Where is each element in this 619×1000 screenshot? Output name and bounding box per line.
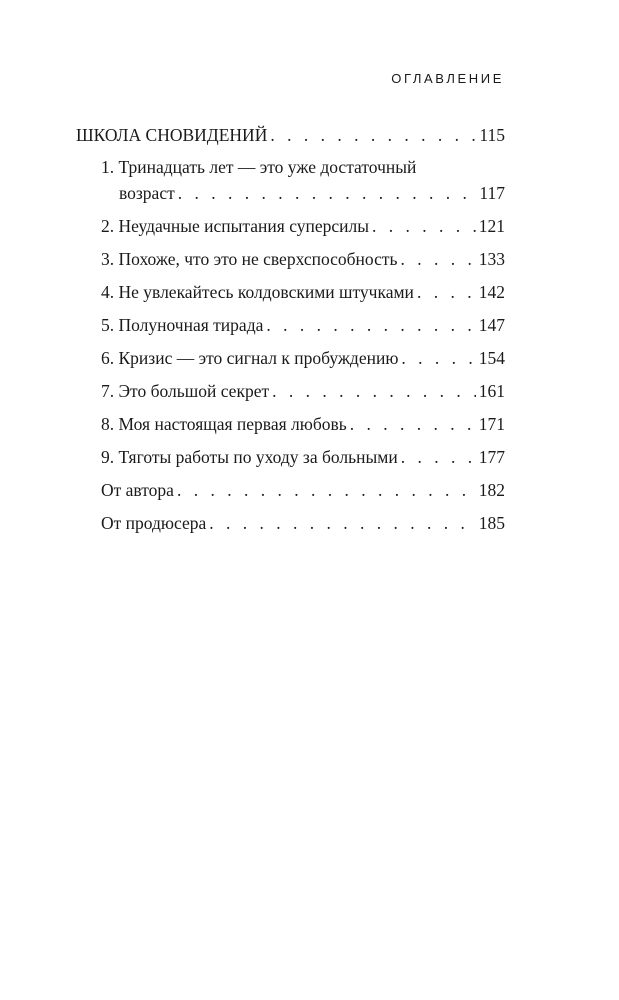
toc-entry-chapter-4 bbox=[76, 279, 505, 305]
dot-leader bbox=[272, 378, 476, 404]
toc-page-number: 142 bbox=[478, 282, 505, 302]
dot-leader bbox=[372, 213, 476, 239]
dot-leader bbox=[401, 246, 476, 272]
toc-page-number: 133 bbox=[478, 249, 505, 269]
toc-entry-label: 5. Полуночная тирада bbox=[101, 315, 264, 335]
toc-entry-label-continued: возраст bbox=[119, 183, 175, 203]
dot-leader bbox=[417, 279, 476, 305]
toc-entry-chapter-9 bbox=[76, 444, 505, 470]
dot-leader bbox=[350, 411, 476, 437]
dot-leader bbox=[270, 122, 476, 148]
toc-page-number: 161 bbox=[478, 381, 505, 401]
toc-entry-chapter-2 bbox=[76, 213, 505, 239]
toc-entry-chapter-7 bbox=[76, 378, 505, 404]
toc-entry-label: 8. Моя настоящая первая любовь bbox=[101, 414, 347, 434]
toc-entry-chapter-8 bbox=[76, 411, 505, 437]
toc-page-number: 171 bbox=[478, 414, 505, 434]
toc-entry-chapter-1 bbox=[76, 154, 505, 206]
dot-leader bbox=[266, 312, 475, 338]
toc-entry-chapter-6 bbox=[76, 345, 505, 371]
toc-entry-label: От продюсера bbox=[101, 513, 207, 533]
dot-leader bbox=[178, 180, 477, 206]
toc-entry-chapter-3 bbox=[76, 246, 505, 272]
toc-entry-part bbox=[76, 122, 505, 148]
dot-leader bbox=[177, 477, 476, 503]
toc-page-number: 154 bbox=[478, 348, 505, 368]
toc-entry-label: От автора bbox=[101, 480, 174, 500]
toc-entry-label: 9. Тяготы работы по уходу за больными bbox=[101, 447, 398, 467]
toc-entry-label: ШКОЛА СНОВИДЕНИЙ bbox=[76, 125, 268, 145]
toc-page-number: 121 bbox=[478, 216, 505, 236]
toc-entry-label: 1. Тринадцать лет — это уже достаточный bbox=[101, 157, 417, 177]
toc-entry-label: 6. Кризис — это сигнал к пробуждению bbox=[101, 348, 399, 368]
toc-entry-chapter-5 bbox=[76, 312, 505, 338]
toc-entry-producer bbox=[76, 510, 505, 536]
toc-entry-label: 4. Не увлекайтесь колдовскими штучками bbox=[101, 282, 414, 302]
dot-leader bbox=[401, 345, 475, 371]
running-head: ОГЛАВЛЕНИЕ bbox=[391, 71, 504, 86]
toc-entry-author bbox=[76, 477, 505, 503]
toc-page-number: 147 bbox=[478, 315, 505, 335]
toc-entry-label: 7. Это большой секрет bbox=[101, 381, 270, 401]
toc-page-number: 177 bbox=[478, 447, 505, 467]
toc-page-number: 115 bbox=[479, 125, 505, 145]
toc-page-number: 182 bbox=[478, 480, 505, 500]
toc-entry-label: 2. Неудачные испытания суперсилы bbox=[101, 216, 369, 236]
dot-leader bbox=[209, 510, 475, 536]
dot-leader bbox=[401, 444, 476, 470]
toc-page-number: 185 bbox=[478, 513, 505, 533]
toc-entry-label: 3. Похоже, что это не сверхспособность bbox=[101, 249, 398, 269]
table-of-contents bbox=[76, 122, 505, 543]
toc-page-number: 117 bbox=[479, 183, 505, 203]
